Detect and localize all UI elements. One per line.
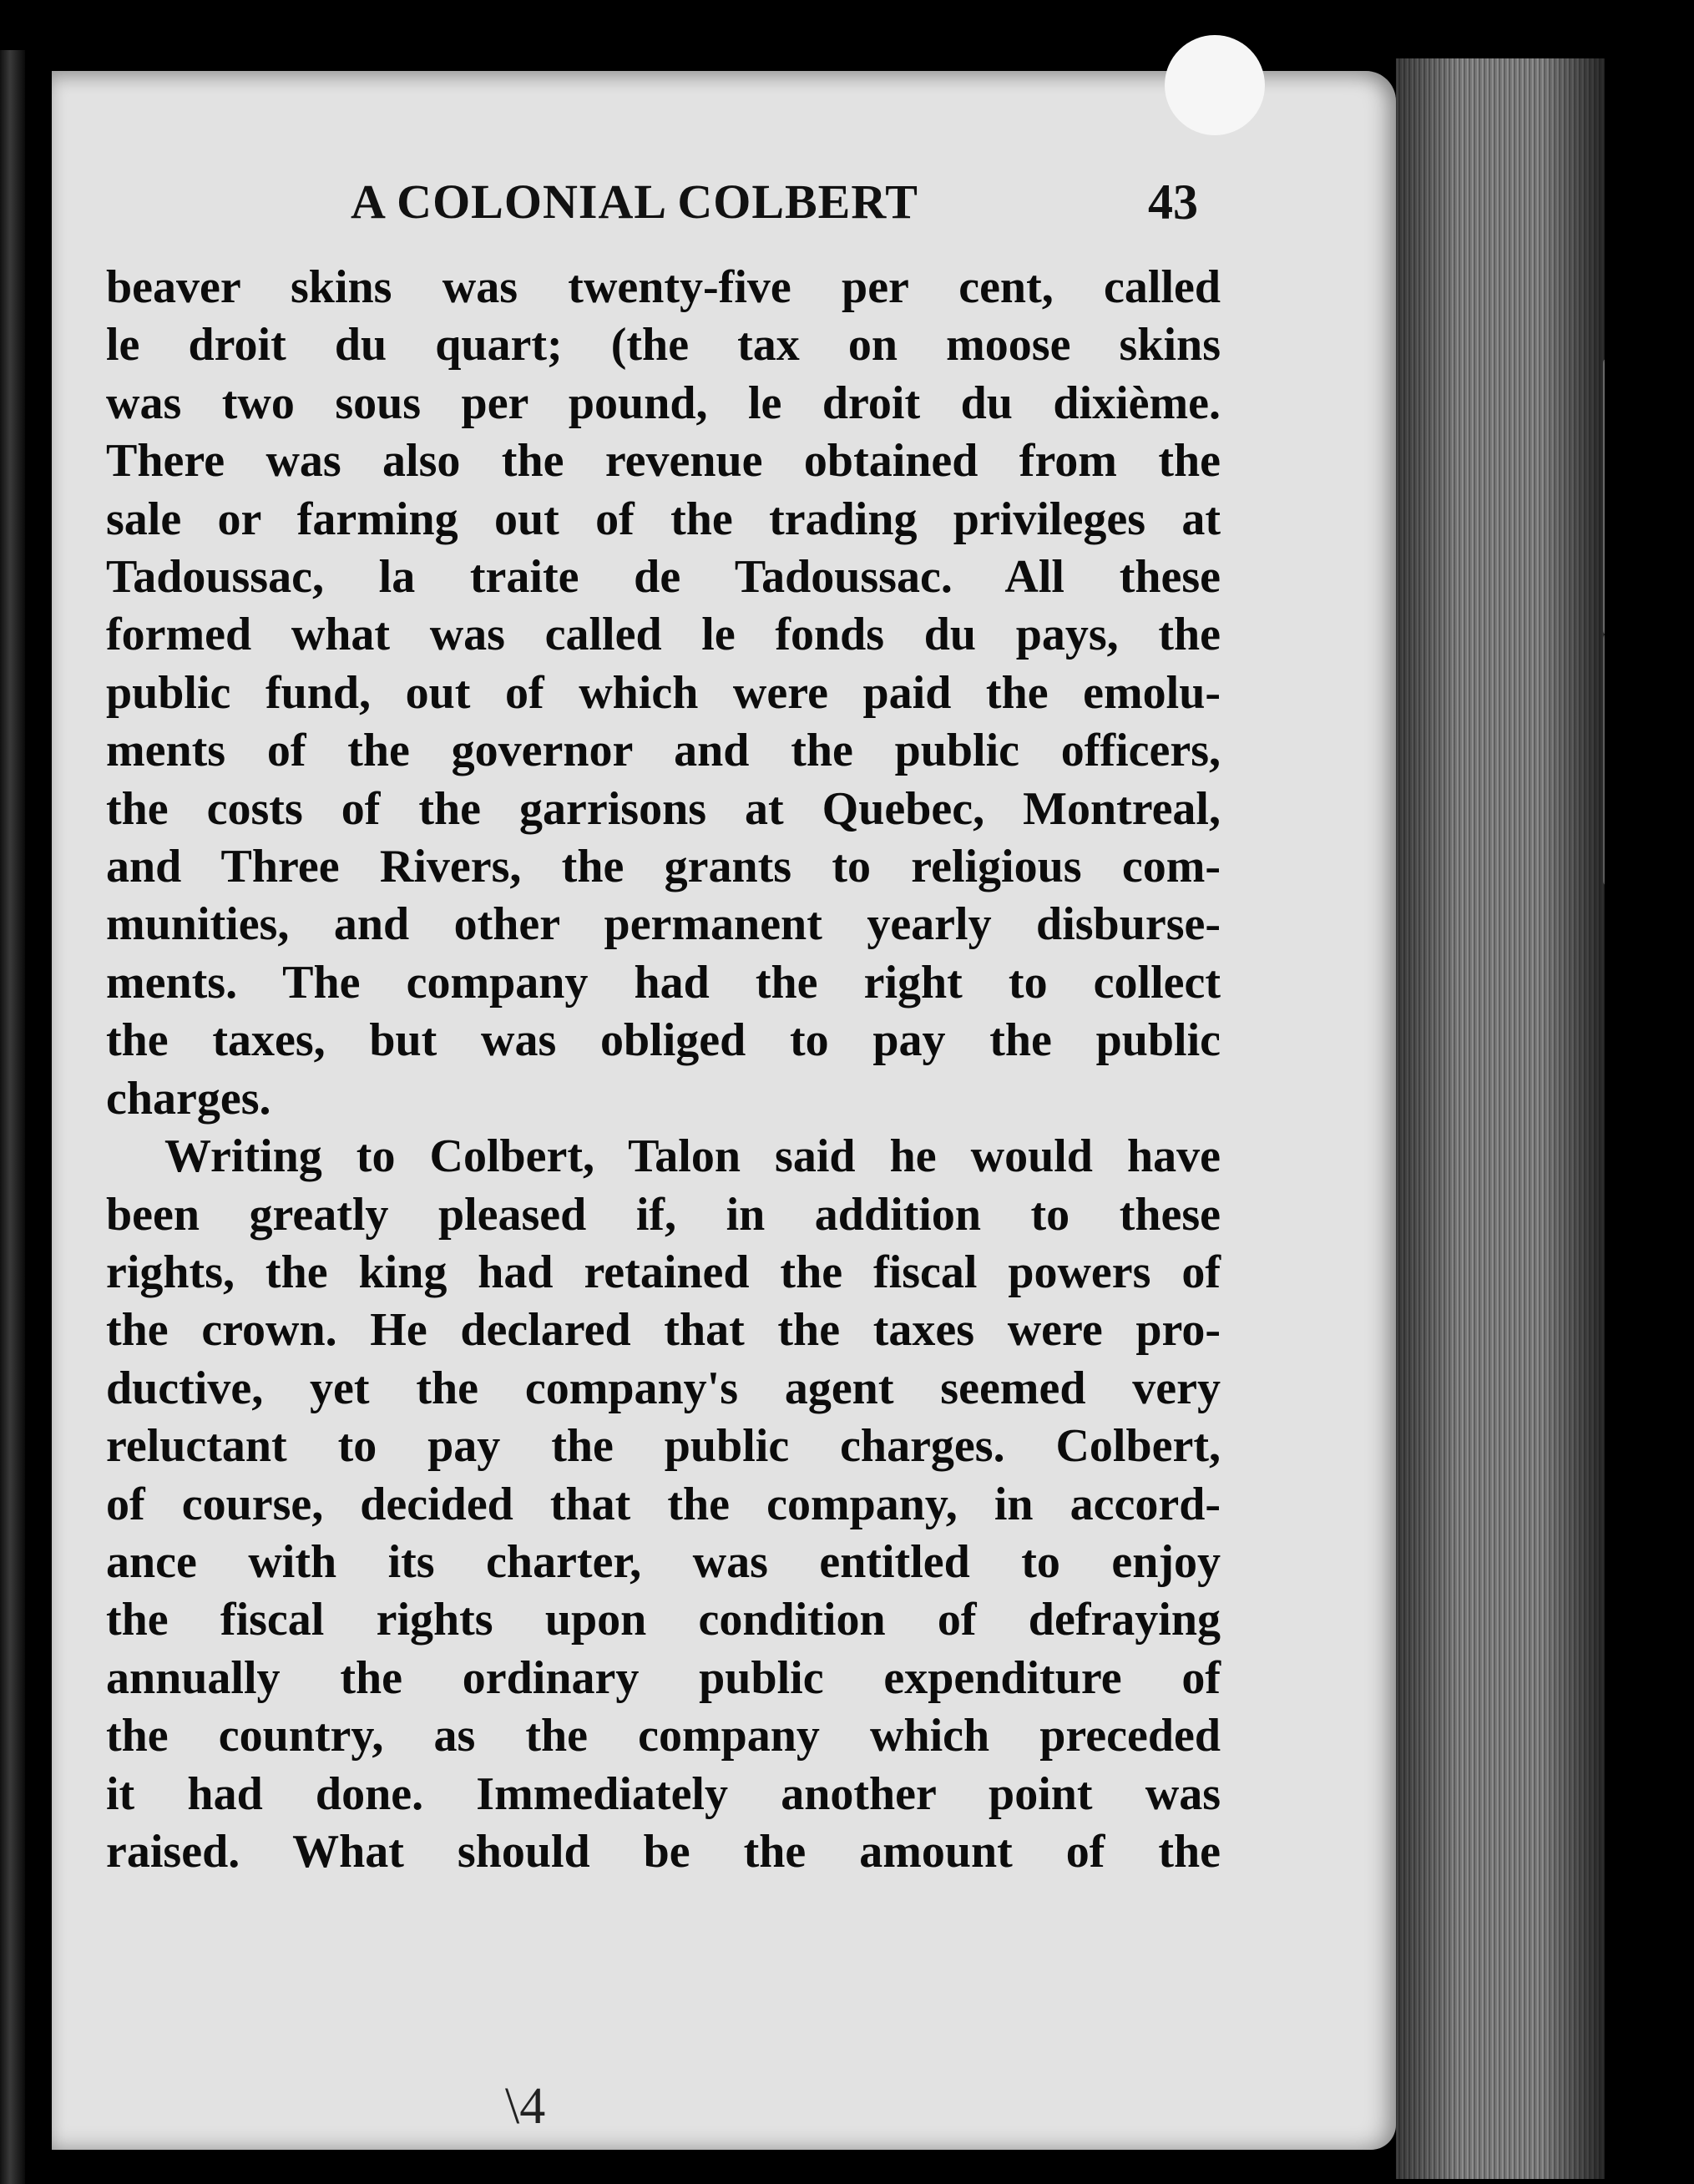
text-line: le droit du quart; (the tax on moose skins <box>106 319 1221 372</box>
text-line: There was also the revenue obtained from the <box>106 435 1221 488</box>
running-head: A COLONIAL COLBERT <box>351 174 918 229</box>
text-line: the costs of the garrisons at Quebec, Montreal, <box>106 782 1221 835</box>
text-line: annually the ordinary public expenditure of <box>106 1651 1221 1704</box>
text-line: public fund, out of which were paid the emolu- <box>106 666 1221 719</box>
body-text <box>106 259 1221 1881</box>
text-line: ance with its charter, was entitled to enjoy <box>106 1535 1221 1588</box>
text-line: ments of the governor and the public officers, <box>106 725 1221 777</box>
text-line: of course, decided that the company, in accord- <box>106 1478 1221 1530</box>
text-line: Writing to Colbert, Talon said he would have <box>164 1130 1221 1183</box>
text-line: raised. What should be the amount of the <box>106 1825 1221 1878</box>
punch-hole <box>1165 35 1265 135</box>
text-line: the taxes, but was obliged to pay the public <box>106 1014 1221 1067</box>
text-line: been greatly pleased if, in addition to these <box>106 1188 1221 1241</box>
text-line: the crown. He declared that the taxes were pro- <box>106 1304 1221 1357</box>
text-line: beaver skins was twenty-five per cent, called <box>106 261 1221 313</box>
text-line: rights, the king had retained the fiscal powers of <box>106 1246 1221 1298</box>
folio-mark: \4 <box>505 2078 546 2135</box>
text-line: Tadoussac, la traite de Tadoussac. All these <box>106 551 1221 604</box>
text-line: the fiscal rights upon condition of defraying <box>106 1594 1221 1646</box>
text-line: sale or farming out of the trading privileges at <box>106 493 1221 545</box>
text-line: was two sous per pound, le droit du dixième. <box>106 377 1221 429</box>
page-edges-shade <box>1396 58 1605 2179</box>
text-line: formed what was called le fonds du pays, the <box>106 609 1221 661</box>
text-line: munities, and other permanent yearly disburse- <box>106 898 1221 951</box>
text-line: reluctant to pay the public charges. Colbert, <box>106 1420 1221 1473</box>
text-line: charges. <box>106 1072 271 1125</box>
text-line: and Three Rivers, the grants to religious com- <box>106 841 1221 893</box>
text-line: ductive, yet the company's agent seemed very <box>106 1362 1221 1414</box>
page-number: 43 <box>1148 174 1198 230</box>
text-line: ments. The company had the right to collect <box>106 956 1221 1009</box>
facing-page-edge <box>0 50 25 2184</box>
background-right <box>1605 0 1694 2184</box>
text-line: the country, as the company which preceded <box>106 1710 1221 1762</box>
text-line: it had done. Immediately another point was <box>106 1767 1221 1820</box>
